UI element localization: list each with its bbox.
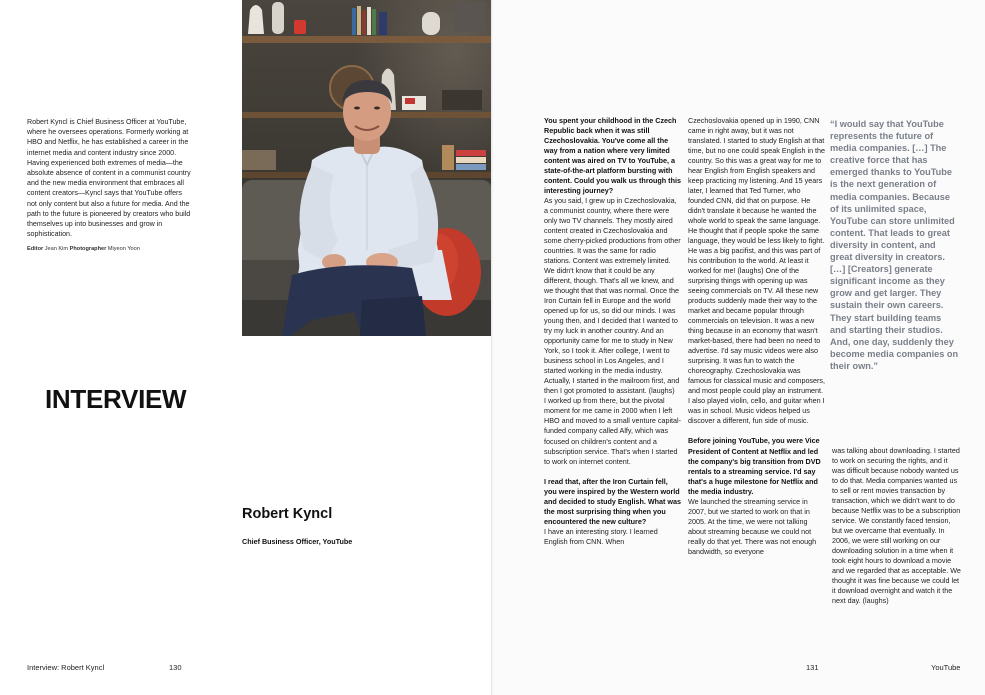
text-column-2: [688, 116, 826, 557]
answer-2-continued: Czechoslovakia opened up in 1990, CNN came in right away, but it was not translated. I started to study English at that time, but no one could speak English in the country. So this was a great way for me to hear English from English speakers and keep practicing my listening. And 15 years later, I learned that Ted Turner, who founded CNN, did that on purpose. He didn't translate it because he wanted the whole world to speak the same language. He thought that if people spoke the same language, they would be less likely to fight. He was a big pacifist, and this was part of his contribution to the world. At least it worked for me! (laughs) One of the surprising things with opening up was seeing commercials on TV. All these new products suddenly made their way to the market and became popular through commercials on television. It was a new thing because in an economy that wasn't market-based, there had been no need to advertise. I'd say music videos were also surprising. It was fun to watch the choreography. Czechoslovakia was famous for classical music and composers, and most people could play an instrument. I also played violin, cello, and guitar when I was in school. Music videos helped us discover a different, fun side of music.: [688, 116, 826, 426]
left-page: [0, 0, 492, 695]
credits: [27, 246, 227, 252]
answer-3: We launched the streaming service in 2007, but we started to work on that in 2005. At the time, we were not talking about streaming because we could not really do that yet. There was not enough bandwidth, so everyone: [688, 496, 817, 556]
footer-section: YouTube: [931, 663, 961, 672]
answer-1a: As you said, I grew up in Czechoslovakia, a communist country, where there were only two TV channels. They mostly aired content created in Czechoslovakia and some cherry-picked productions from other countries. It was the same for radio stations. Content was extremely limited. We didn't know that it could be any different, though. That's all we knew, and we thought that that was normal. Once the Iron Curtain fell in Europe and the world opened up for us, so did our minds. I was young then, and I decided that I wanted to try my luck in another country. And an opportunity came for me to study in New York, so I took it. After college, I went to business school in Los Angeles, and I started working in the media industry. Actually, I started in the mailroom first, and then I got promoted to assistant. (laughs): [544, 196, 681, 396]
answer-1b: I worked up from there, but the pivotal moment for me came in 2000 when I left HBO and moved to a small venture capital-funded company called Alfy, which was focused on children's content and a subscription service. That's when I started to work on internet content.: [544, 396, 682, 466]
page-number-right: 131: [806, 663, 819, 672]
intro-text: Robert Kyncl is Chief Business Officer at YouTube, where he oversees operations. Formerly working at HBO and Netflix, he has established a career in the internet media and content industry since 2000. Having experienced both extremes of media—the absolute absence of content in a communist country and the new media environment that embraces all content creators—Kyncl says that YouTube offers not only content but also a future for media. And the path to the future is pioneered by creators who build themselves up into businesses and grow in sophistication.: [27, 118, 191, 239]
subject-role: Chief Business Officer, YouTube: [242, 537, 353, 546]
text-column-1: [544, 116, 682, 547]
answer-3-continued: was talking about downloading. I started to work on securing the rights, and it was difficult because nobody wanted us to do that. Media companies wanted us to sell or rent movies transaction by transaction, which we didn't want to do because Netflix was to be a subscription service. We constantly faced tension, but we overcame that eventually. In 2006, we were still working on our downloading solution in a time when it took eight hours to download a movie and we regarded that as acceptable. We thought it was fine because we could let it download overnight and watch it the next day. (laughs): [832, 446, 961, 606]
editor-name: Jean Kim: [44, 246, 69, 252]
page-gutter: [491, 0, 493, 695]
portrait-photo: [242, 0, 492, 336]
headline: INTERVIEW: [45, 384, 187, 414]
question-1: You spent your childhood in the Czech Republic back when it was still Czechoslovakia. You've come all the way from a nation where very limited content was aired on TV to YouTube, a state-of-the-art platform bursting with content. Could you walk us through this interesting journey?: [544, 116, 681, 196]
answer-2: I have an interesting story. I learned English from CNN. When: [544, 526, 658, 546]
photographer-name: Miyeon Yoon: [107, 246, 140, 252]
pull-quote: “I would say that YouTube represents the future of media companies. […] The creative force that has emerged thanks to YouTube is the next generation of media companies. Because of its unlimited space, YouTube can store unlimited content. That leads to great diversity in content, and great diversity in creators. […] [Creators] generate significant income as they grow and get larger. They sustain their own careers. They start building teams and starting their studios. And, one day, suddenly they become media companies on their own.”: [830, 119, 959, 371]
photographer-label: Photographer: [69, 246, 107, 252]
question-2: I read that, after the Iron Curtain fell, you were inspired by the Western world and decided to study English. What was the most surprising thing when you encountered the new culture?: [544, 476, 681, 526]
question-3: Before joining YouTube, you were Vice President of Content at Netflix and led the company's big transition from DVD rentals to a streaming service. I'd say that's a huge milestone for Netflix and the media industry.: [688, 436, 821, 496]
portrait-illustration: [242, 0, 492, 336]
footer-title: Interview: Robert Kyncl: [27, 663, 105, 672]
editor-label: Editor: [27, 246, 44, 252]
subject-name: Robert Kyncl: [242, 506, 333, 522]
page-number-left: 130: [169, 663, 182, 672]
text-column-3: [832, 446, 962, 606]
